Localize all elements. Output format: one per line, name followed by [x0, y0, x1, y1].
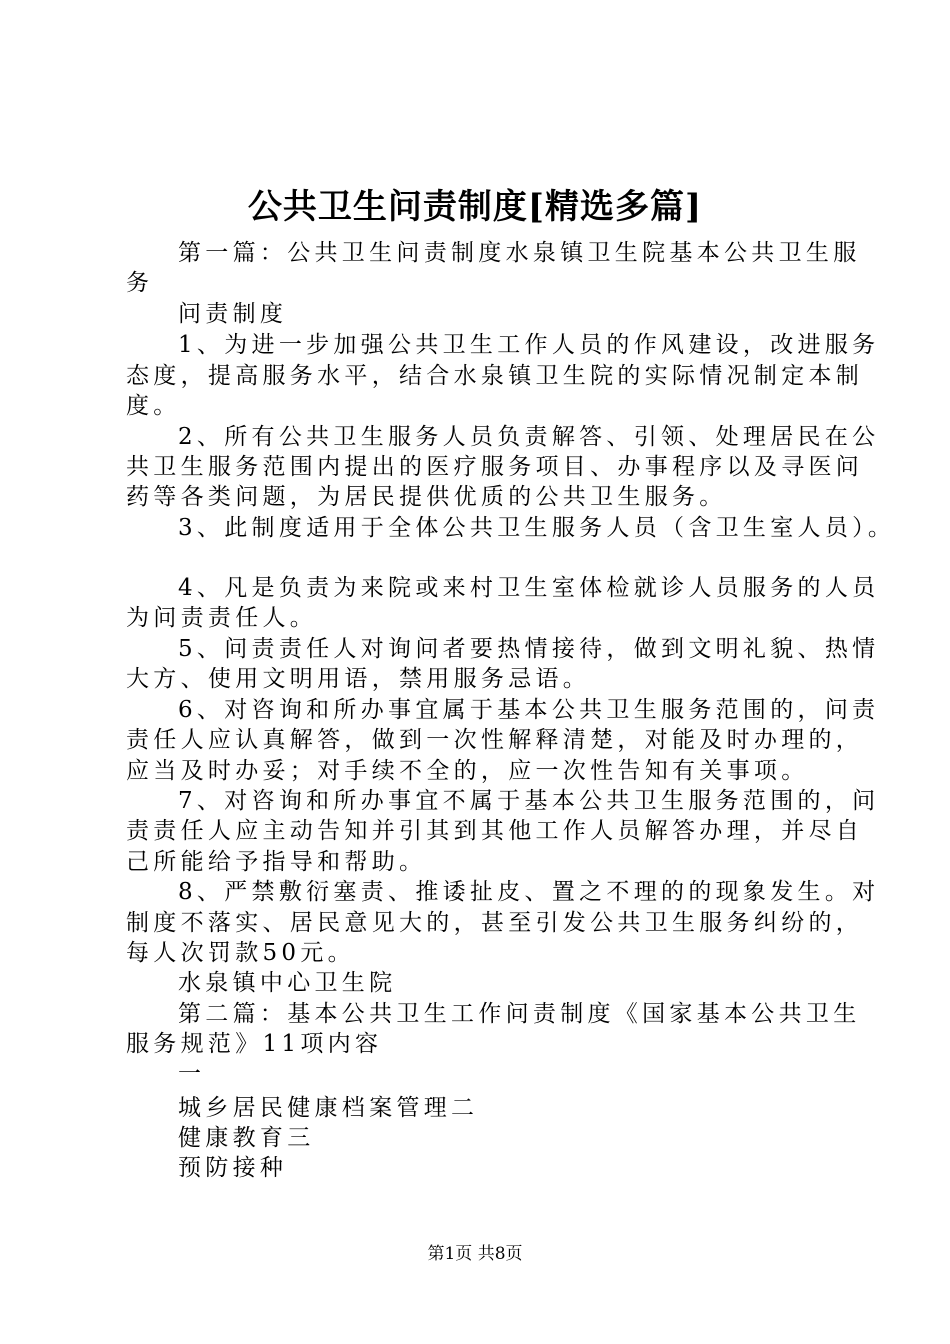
paragraph-line: 8、严禁敷衍塞责、推诿扯皮、置之不理的的现象发生。对	[178, 879, 880, 905]
paragraph-line: 问责制度	[178, 301, 288, 327]
paragraph-line: 预防接种	[178, 1155, 288, 1181]
paragraph-line: 应当及时办妥；对手续不全的，应一次性告知有关事项。	[126, 758, 809, 784]
paragraph-line: 第二篇：基本公共卫生工作问责制度《国家基本公共卫生	[178, 1001, 861, 1027]
paragraph-line: 责责任人应主动告知并引其到其他工作人员解答办理，并尽自	[126, 818, 864, 844]
signature-line: 水泉镇中心卫生院	[178, 970, 397, 996]
paragraph-line: 1、为进一步加强公共卫生工作人员的作风建设，改进服务	[178, 332, 880, 358]
paragraph-line: 态度，提高服务水平，结合水泉镇卫生院的实际情况制定本制	[126, 363, 864, 389]
paragraph-line: 己所能给予指导和帮助。	[126, 849, 427, 875]
paragraph-line: 7、对咨询和所办事宜不属于基本公共卫生服务范围的，问	[178, 788, 880, 814]
paragraph-line: 为问责责任人。	[126, 605, 318, 631]
paragraph-line: 第一篇：公共卫生问责制度水泉镇卫生院基本公共卫生服	[178, 240, 861, 266]
paragraph-line: 2、所有公共卫生服务人员负责解答、引领、处理居民在公	[178, 424, 880, 450]
document-title: 公共卫生问责制度[精选多篇]	[247, 187, 703, 227]
paragraph-line: 药等各类问题，为居民提供优质的公共卫生服务。	[126, 484, 727, 510]
paragraph-line: 大方、使用文明用语，禁用服务忌语。	[126, 666, 591, 692]
paragraph-line: 4、凡是负责为来院或来村卫生室体检就诊人员服务的人员	[178, 575, 880, 601]
paragraph-line: 6、对咨询和所办事宜属于基本公共卫生服务范围的，问责	[178, 697, 880, 723]
paragraph-line: 一	[178, 1061, 206, 1087]
paragraph-line: 城乡居民健康档案管理二	[178, 1095, 479, 1121]
paragraph-line: 每人次罚款50元。	[126, 940, 355, 966]
paragraph-line: 度。	[126, 393, 181, 419]
paragraph-line: 务	[126, 270, 154, 296]
paragraph-line: 5、问责责任人对询问者要热情接待，做到文明礼貌、热情	[178, 636, 880, 662]
paragraph-line: 服务规范》11项内容	[126, 1031, 383, 1057]
paragraph-line: 共卫生服务范围内提出的医疗服务项目、办事程序以及寻医问	[126, 454, 864, 480]
paragraph-line: 责任人应认真解答，做到一次性解释清楚，对能及时办理的，	[126, 727, 864, 753]
paragraph-line: 健康教育三	[178, 1125, 315, 1151]
paragraph-line: 3、此制度适用于全体公共卫生服务人员（含卫生室人员）。	[178, 515, 896, 541]
paragraph-line: 制度不落实、居民意见大的，甚至引发公共卫生服务纠纷的，	[126, 910, 864, 936]
page-number-footer: 第1页 共8页	[427, 1244, 523, 1264]
